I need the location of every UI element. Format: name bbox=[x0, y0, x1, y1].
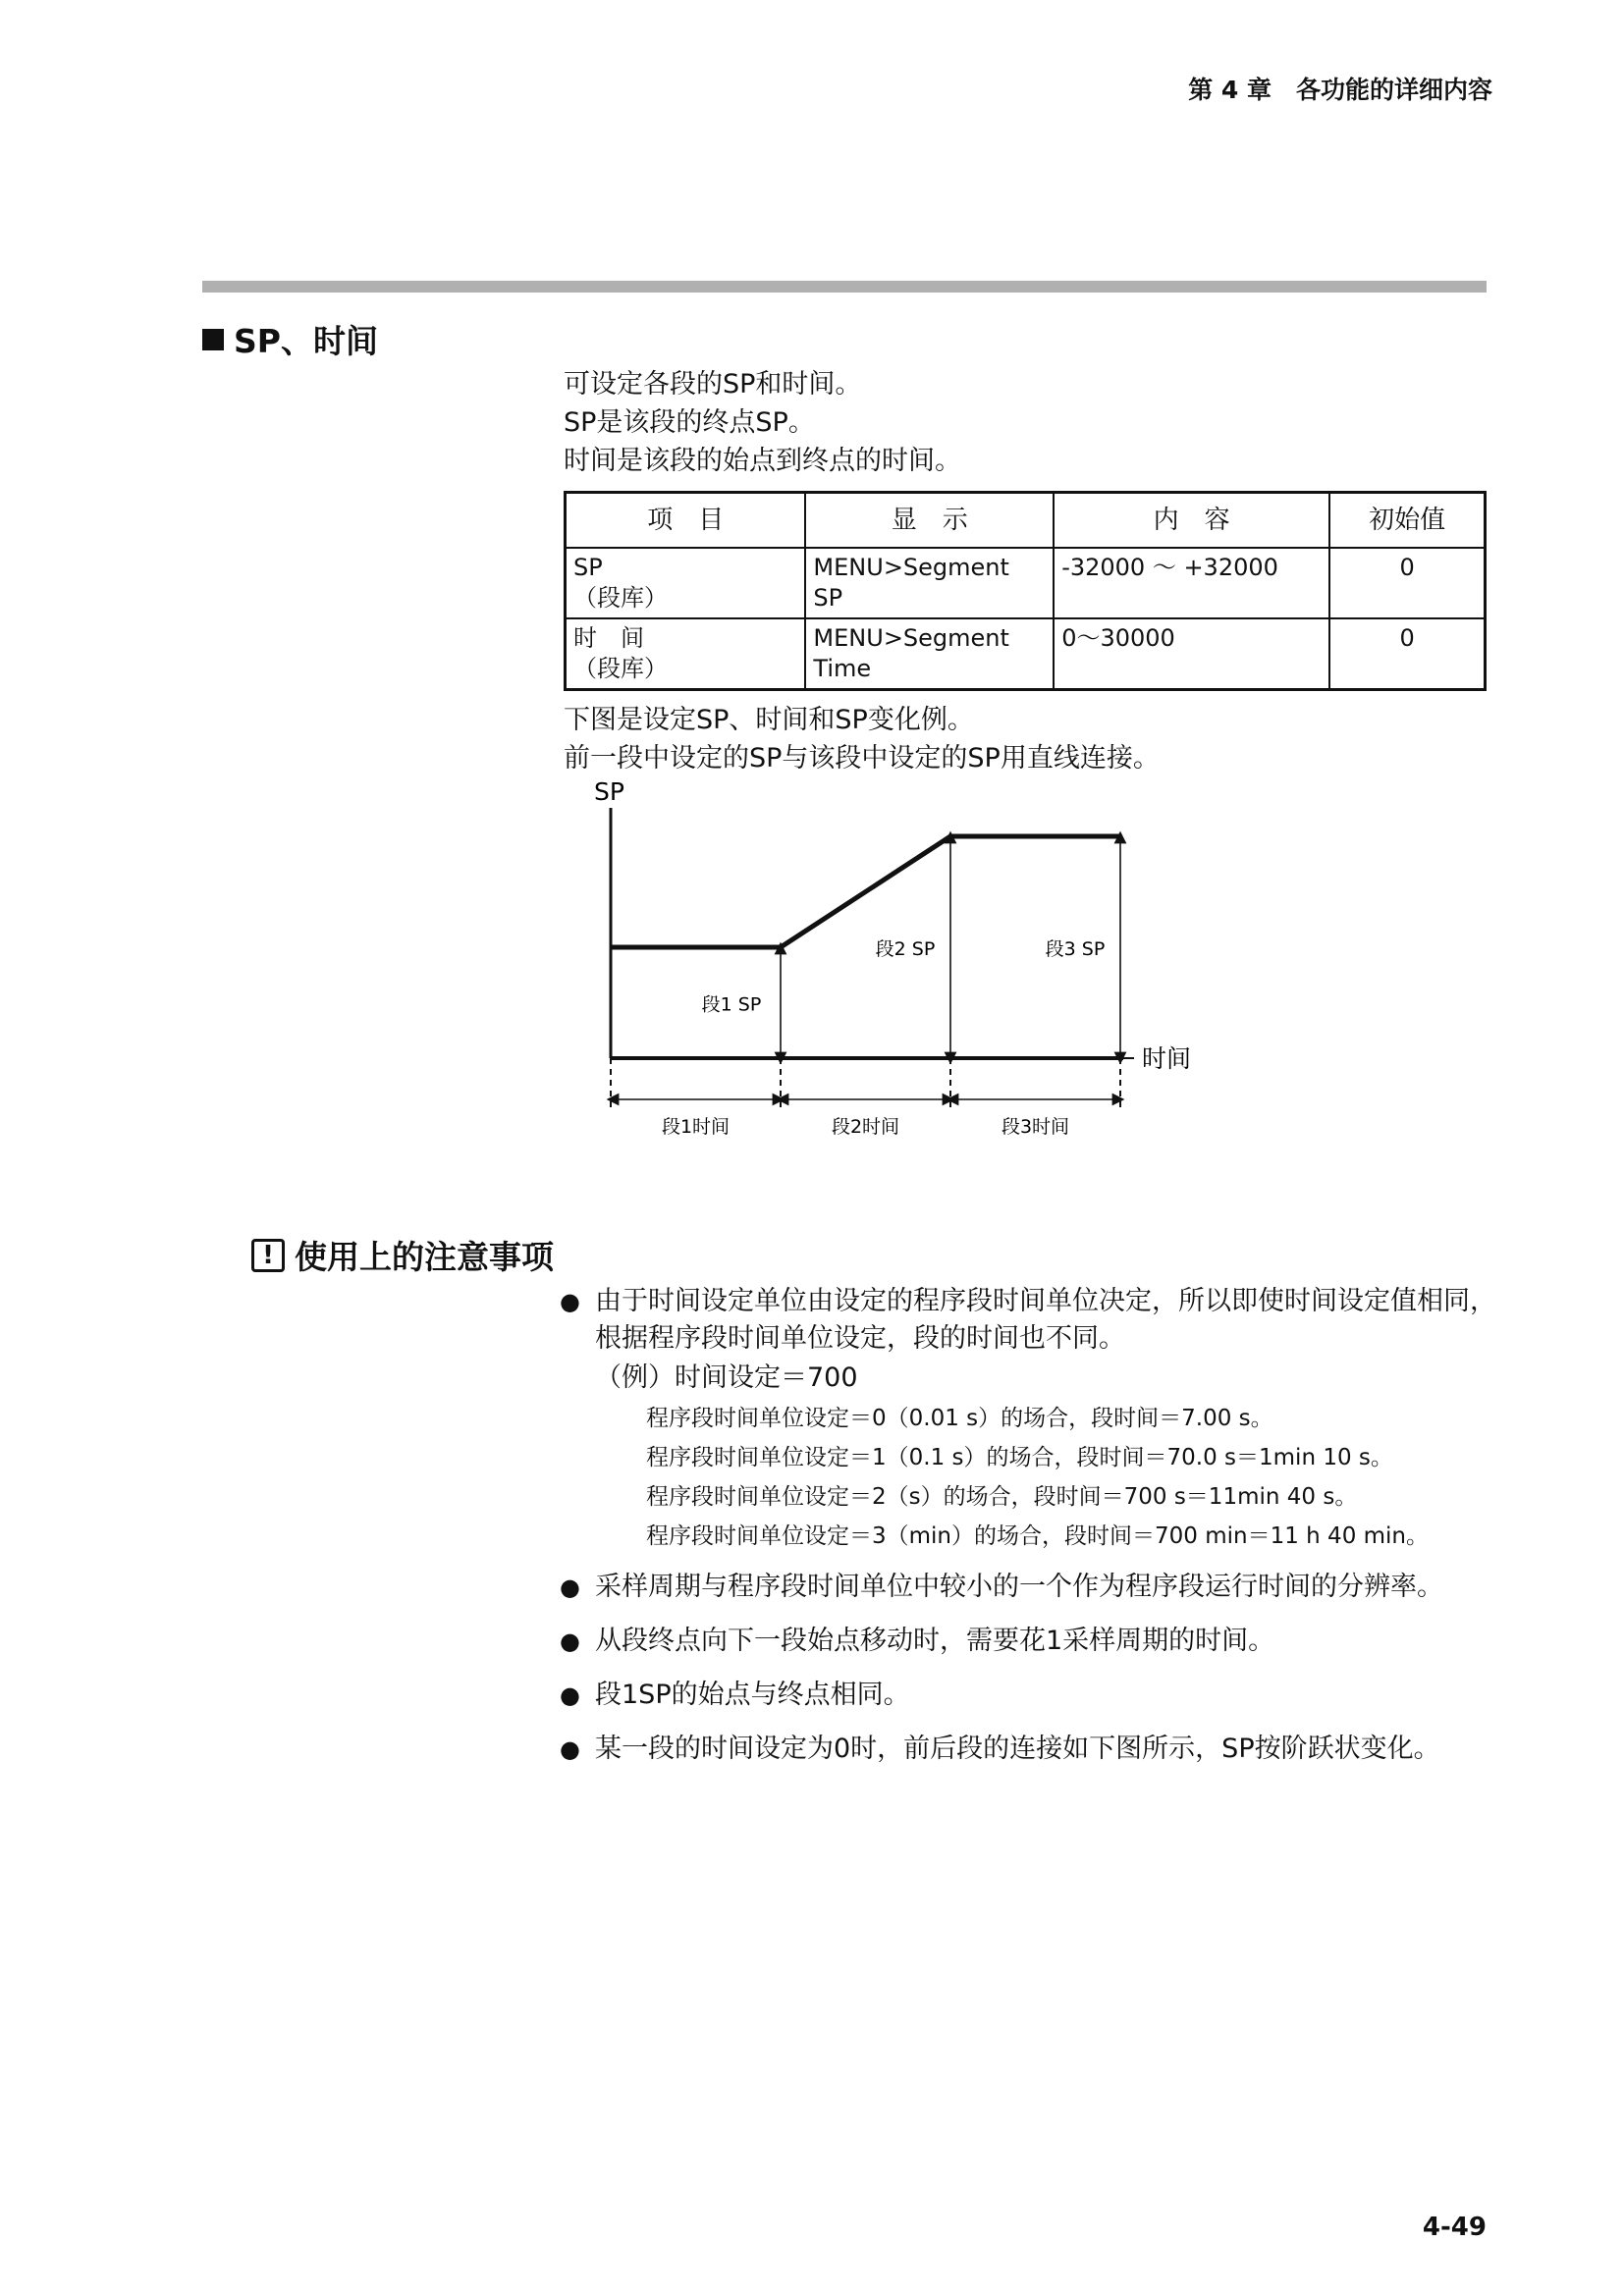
x-axis-label: 时间 bbox=[1142, 1044, 1192, 1073]
section-title-text: SP、时间 bbox=[234, 322, 378, 360]
y-axis-label: SP bbox=[594, 780, 624, 806]
caution-item-text: 从段终点向下一段始点移动时，需要花1采样周期的时间。 bbox=[595, 1626, 1275, 1656]
table-header-row bbox=[566, 493, 1486, 549]
intro-line: 可设定各段的SP和时间。 bbox=[564, 369, 862, 400]
table-row bbox=[566, 618, 1486, 690]
segment-sp-label: 段2 SP bbox=[875, 938, 936, 960]
section-divider bbox=[202, 281, 1487, 293]
intro-line: 时间是该段的始点到终点的时间。 bbox=[564, 446, 961, 476]
bullet-icon: ● bbox=[560, 1682, 580, 1709]
column-header-item: 项 目 bbox=[566, 493, 806, 549]
display-param: SP bbox=[813, 584, 843, 612]
column-header-content: 内 容 bbox=[1054, 493, 1329, 549]
caution-title bbox=[251, 1232, 554, 1278]
display-path: MENU>Segment bbox=[813, 554, 1009, 581]
caution-item bbox=[560, 1677, 1518, 1714]
caution-item-text: 段1SP的始点与终点相同。 bbox=[595, 1680, 910, 1710]
caution-item bbox=[560, 1731, 1518, 1768]
description-line: 下图是设定SP、时间和SP变化例。 bbox=[564, 705, 974, 735]
cell-initial: 0 bbox=[1329, 548, 1485, 618]
example-line: 程序段时间单位设定＝1（0.1 s）的场合，段时间＝70.0 s＝1min 10 s。 bbox=[646, 1445, 1393, 1470]
bullet-icon: ● bbox=[560, 1574, 580, 1601]
example-line: 程序段时间单位设定＝2（s）的场合，段时间＝700 s＝11min 40 s。 bbox=[646, 1484, 1358, 1510]
caution-item-text: 采样周期与程序段时间单位中较小的一个作为程序段运行时间的分辨率。 bbox=[595, 1572, 1443, 1602]
example-line: 程序段时间单位设定＝3（min）的场合，段时间＝700 min＝11 h 40 min。 bbox=[646, 1523, 1430, 1549]
cell-display bbox=[805, 618, 1054, 690]
caution-item-text: 某一段的时间设定为0时，前后段的连接如下图所示，SP按阶跃状变化。 bbox=[595, 1734, 1440, 1764]
item-name: SP bbox=[573, 554, 603, 581]
cell-item bbox=[566, 548, 806, 618]
segment-sp-label: 段1 SP bbox=[701, 993, 762, 1016]
settings-table bbox=[564, 491, 1487, 691]
section-title bbox=[202, 316, 378, 362]
chart-description bbox=[564, 701, 1160, 777]
segment-time-label: 段2时间 bbox=[831, 1116, 900, 1138]
item-bank: （段库） bbox=[573, 584, 668, 612]
column-header-display: 显 示 bbox=[805, 493, 1054, 549]
caution-title-text: 使用上的注意事项 bbox=[295, 1238, 554, 1276]
bullet-icon: ● bbox=[560, 1288, 580, 1315]
cell-initial: 0 bbox=[1329, 618, 1485, 690]
caution-item bbox=[560, 1283, 1518, 1556]
description-line: 前一段中设定的SP与该段中设定的SP用直线连接。 bbox=[564, 743, 1160, 774]
page-number: 4-49 bbox=[1422, 2213, 1487, 2242]
example-list bbox=[595, 1399, 1518, 1556]
cell-content: -32000 ～ +32000 bbox=[1054, 548, 1329, 618]
caution-item-text: 由于时间设定单位由设定的程序段时间单位决定，所以即使时间设定值相同，根据程序段时间单位设定，段的时间也不同。 bbox=[595, 1286, 1496, 1354]
item-name: 时 间 bbox=[573, 624, 644, 652]
display-path: MENU>Segment bbox=[813, 624, 1009, 652]
square-bullet-icon bbox=[202, 329, 224, 350]
segment-time-label: 段3时间 bbox=[1001, 1116, 1070, 1138]
cell-item bbox=[566, 618, 806, 690]
chapter-header: 第 4 章 各功能的详细内容 bbox=[1188, 76, 1492, 104]
example-title: （例）时间设定＝700 bbox=[595, 1362, 858, 1393]
cell-content: 0～30000 bbox=[1054, 618, 1329, 690]
intro-line: SP是该段的终点SP。 bbox=[564, 407, 815, 438]
item-bank: （段库） bbox=[573, 655, 668, 682]
segment-sp-label: 段3 SP bbox=[1045, 938, 1106, 960]
segment-time-label: 段1时间 bbox=[661, 1116, 731, 1138]
example-line: 程序段时间单位设定＝0（0.01 s）的场合，段时间＝7.00 s。 bbox=[646, 1406, 1273, 1431]
display-param: Time bbox=[813, 655, 872, 682]
cell-display bbox=[805, 548, 1054, 618]
sp-time-chart bbox=[550, 780, 1257, 1173]
bullet-icon: ● bbox=[560, 1735, 580, 1763]
sp-profile-line bbox=[611, 836, 1120, 947]
caution-item bbox=[560, 1569, 1518, 1606]
exclamation-icon: ! bbox=[251, 1239, 285, 1272]
caution-item bbox=[560, 1623, 1518, 1660]
bullet-icon: ● bbox=[560, 1628, 580, 1655]
table-row bbox=[566, 548, 1486, 618]
intro-paragraph bbox=[564, 365, 961, 480]
column-header-initial: 初始值 bbox=[1329, 493, 1485, 549]
